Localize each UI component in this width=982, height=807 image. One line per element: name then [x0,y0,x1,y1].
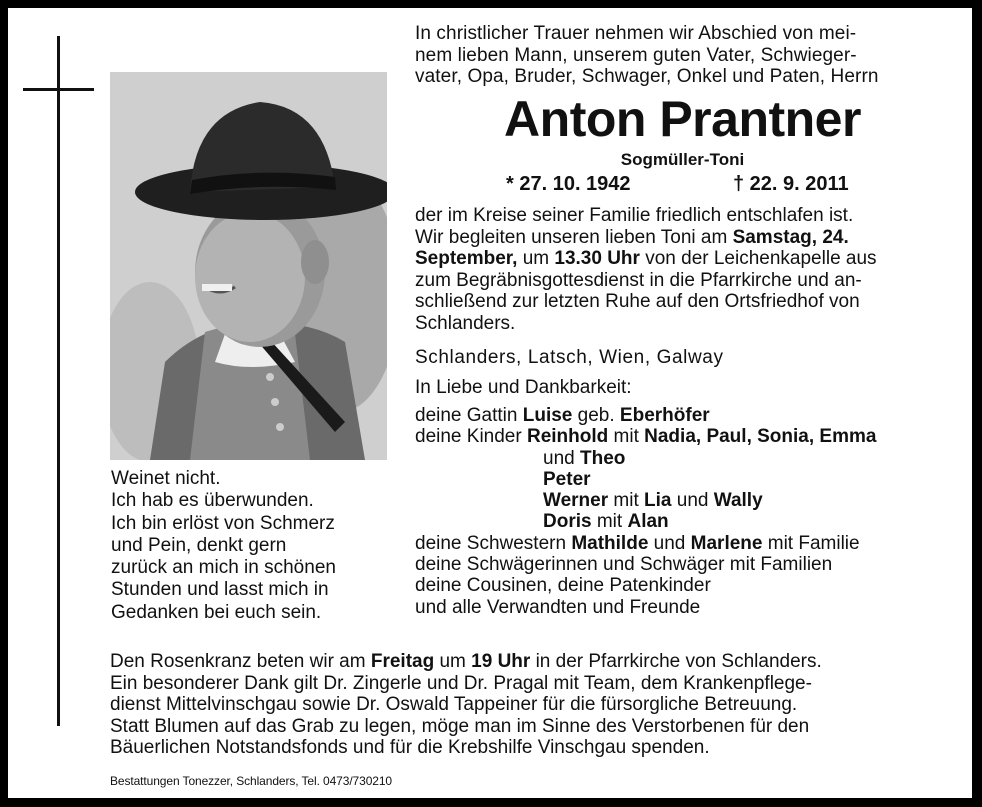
places: Schlanders, Latsch, Wien, Galway [415,347,724,368]
family-row: und alle Verwandten und Freunde [415,596,701,618]
closing-line: Statt Blumen auf das Grab zu legen, möge man im Sinne des Verstorbenen für den [110,715,810,737]
family-text: mit Familie [762,532,860,554]
family-list [415,405,876,618]
funeral-day: Samstag, 24. [732,226,849,248]
body-text: um [517,248,555,269]
funeral-month: September, [415,248,518,269]
poem-line: Ich bin erlöst von Schmerz [111,512,335,534]
intro-line: nem lieben Mann, unserem guten Vater, Schwieger- [415,44,857,66]
body-text: von der Leichenkapelle aus [639,248,877,269]
rosary-day: Freitag [370,651,435,672]
cross-icon-bar [23,88,94,91]
family-text: und [543,447,580,469]
nickname: Sogmüller-Toni [620,150,745,169]
body-line [415,248,877,270]
family-name: Lia [644,490,672,512]
family-row [415,448,876,469]
family-label: deine Schwestern [415,532,572,554]
family-label: deine Gattin [415,405,523,426]
family-name: Wally [713,490,763,512]
intro-text [415,23,950,88]
family-name: Eberhöfer [619,405,710,426]
closing-text-part: in der Pfarrkirche von Schlanders. [530,651,822,672]
family-text: mit [591,511,628,533]
family-row: deine Schwägerinnen und Schwäger mit Familien [415,554,833,576]
closing-text-part: um [434,651,472,672]
family-name: Werner [543,490,609,512]
body-line: Schlanders. [415,312,516,334]
closing-line: dienst Mittelvinschgau sowie Dr. Oswald Tappeiner für die fürsorgliche Betreuung. [110,694,798,715]
closing-line: Bäuerlichen Notstandsfonds und für die Krebshilfe Vinschgau spenden. [110,737,710,758]
body-text: Wir begleiten unseren lieben Toni am [415,226,733,248]
closing-line: Ein besonderer Dank gilt Dr. Zingerle und Dr. Pragal mit Team, dem Krankenpflege- [110,672,812,694]
deceased-name: Anton Prantner [504,91,861,147]
cross-icon [57,36,60,726]
body-line: zum Begräbnisgottesdienst in die Pfarrkirche und an- [415,269,862,291]
intro-line: vater, Opa, Bruder, Schwager, Onkel und Paten, Herrn [415,66,879,87]
closing-text-part: Den Rosenkranz beten wir am [110,651,371,672]
family-name: Alan [627,511,669,533]
family-text: mit [608,426,645,448]
family-row [415,511,876,532]
family-row [415,469,876,490]
family-name: Peter [543,468,591,490]
family-row [415,426,876,447]
family-text: und [671,490,714,512]
closing-line [110,651,822,673]
announcement-body [415,205,877,334]
family-label: deine Kinder [415,426,527,448]
poem [111,468,401,624]
family-name: Nadia, Paul, Sonia, Emma [644,426,877,448]
intro-line: In christlicher Trauer nehmen wir Abschied von mei- [415,23,857,44]
family-row [415,533,876,554]
funeral-time: 13.30 Uhr [554,248,640,269]
poem-line: Ich hab es überwunden. [111,490,314,512]
family-row [415,405,876,426]
family-text: geb. [572,405,620,426]
rosary-time: 19 Uhr [471,651,531,672]
thanks-line: In Liebe und Dankbarkeit: [415,377,632,398]
family-name: Luise [522,405,573,426]
portrait-photo [110,72,387,460]
poem-line: Weinet nicht. [111,468,221,489]
family-text: und [648,532,691,554]
body-line: der im Kreise seiner Familie friedlich entschlafen ist. [415,205,854,226]
body-line [415,227,877,249]
family-text: mit [608,490,645,512]
poem-line: Gedanken bei euch sein. [111,601,322,623]
death-date: † 22. 9. 2011 [733,173,849,195]
poem-line: Stunden und lasst mich in [111,579,329,601]
undertaker-credit: Bestattungen Tonezzer, Schlanders, Tel. 0473/730210 [110,774,393,788]
family-name: Marlene [690,532,763,554]
family-row: deine Cousinen, deine Patenkinder [415,575,711,597]
poem-line: zurück an mich in schönen [111,557,336,579]
body-line: schließend zur letzten Ruhe auf den Ortsfriedhof von [415,291,860,312]
poem-line: und Pein, denkt gern [111,534,287,556]
family-name: Theo [579,447,626,469]
family-row [415,490,876,511]
birth-date: * 27. 10. 1942 [506,173,631,195]
family-name: Mathilde [571,532,649,554]
family-name: Doris [543,511,592,533]
closing-text [110,651,822,759]
family-name: Reinhold [526,426,609,448]
